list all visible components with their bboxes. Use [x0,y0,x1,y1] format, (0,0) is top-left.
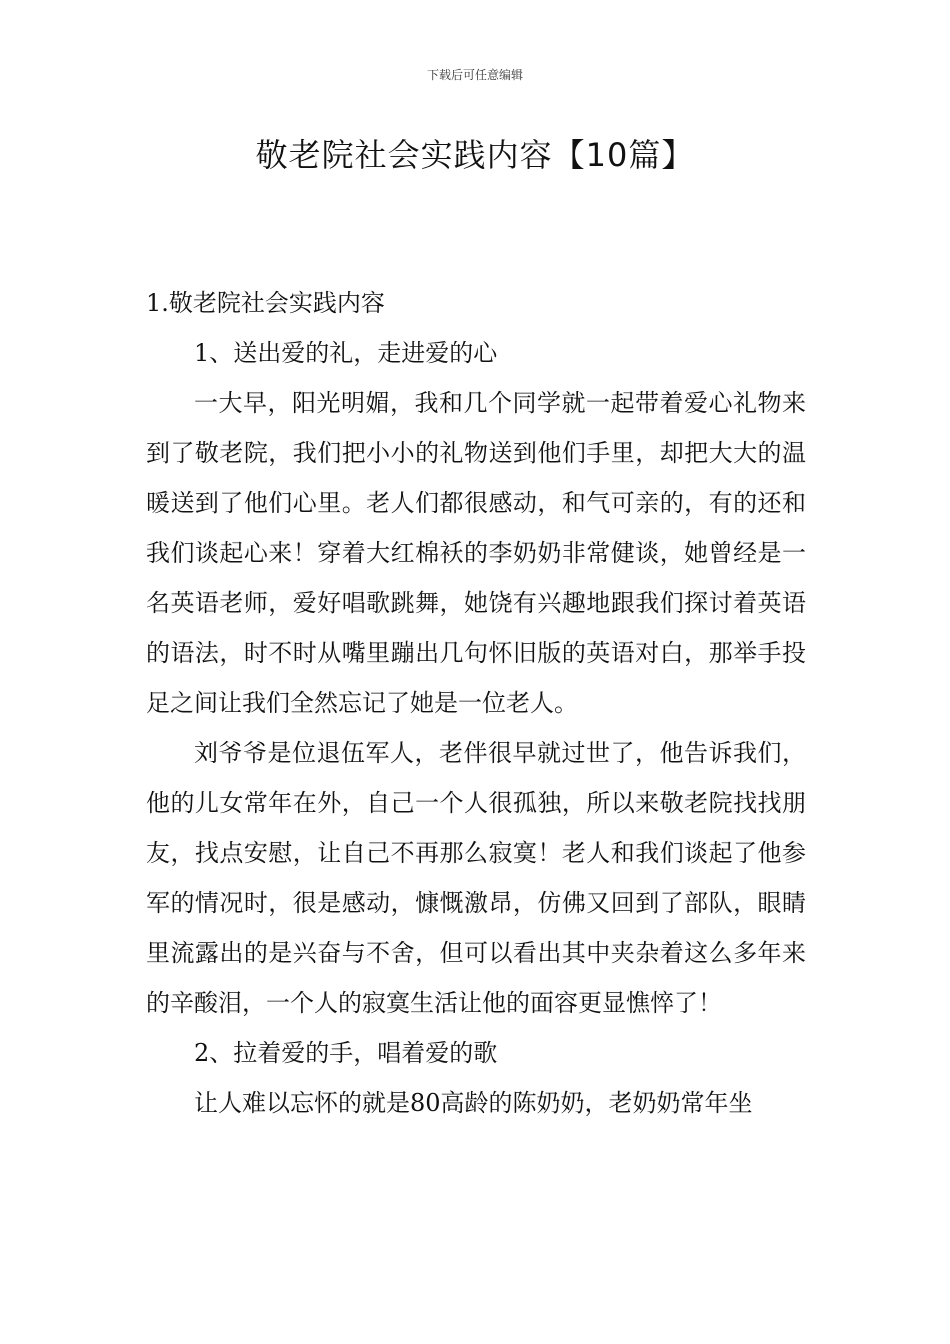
paragraph-3: 让人难以忘怀的就是80高龄的陈奶奶，老奶奶常年坐 [194,1089,753,1117]
header-note: 下载后可任意编辑 [426,68,523,82]
document-title: 敬老院社会实践内容【10篇】 [255,136,695,174]
subheading-1: 1、送出爱的礼，走进爱的心 [194,339,498,367]
section-heading: 1.敬老院社会实践内容 [146,289,385,317]
document-body [146,278,806,1128]
paragraph-1: 一大早，阳光明媚，我和几个同学就一起带着爱心礼物来到了敬老院，我们把小小的礼物送到他们手里，却把大大的温暖送到了他们心里。老人们都很感动，和气可亲的，有的还和我们谈起心来！穿着大红棉袄的李奶奶非常健谈，她曾经是一名英语老师，爱好唱歌跳舞，她饶有兴趣地跟我们探讨着英语的语法，时不时从嘴里蹦出几句怀旧版的英语对白，那举手投足之间让我们全然忘记了她是一位老人。 [146,389,806,717]
subheading-2: 2、拉着爱的手，唱着爱的歌 [194,1039,498,1067]
paragraph-2: 刘爷爷是位退伍军人，老伴很早就过世了，他告诉我们，他的儿女常年在外，自己一个人很孤独，所以来敬老院找找朋友，找点安慰，让自己不再那么寂寞！老人和我们谈起了他参军的情况时，很是感动，慷慨激昂，仿佛又回到了部队，眼睛里流露出的是兴奋与不舍，但可以看出其中夹杂着这么多年来的辛酸泪，一个人的寂寞生活让他的面容更显憔悴了！ [146,739,806,1017]
